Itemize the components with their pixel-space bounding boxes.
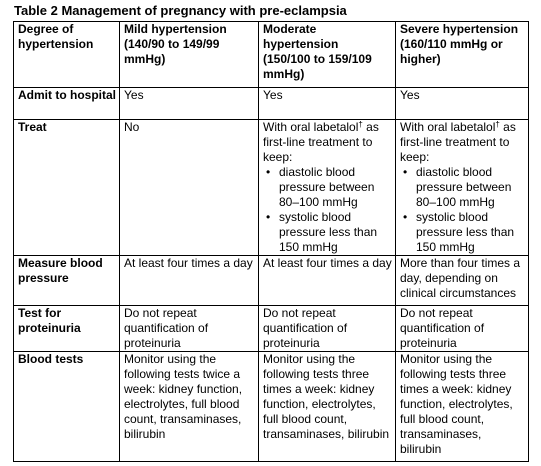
treat-bullets bbox=[400, 165, 525, 255]
table-row bbox=[14, 88, 529, 120]
header-degree: Degree of hypertension bbox=[14, 22, 120, 88]
cell-treat-moderate bbox=[259, 120, 396, 256]
cell-blood-severe: Monitor using the following tests three times a week: kidney function, electrolytes, full blood count, transaminases, bilirubin bbox=[396, 352, 529, 462]
cell-measure-moderate: At least four times a day bbox=[259, 256, 396, 306]
cell-treat-severe bbox=[396, 120, 529, 256]
treat-bullet-systolic: • systolic blood pressure less than 150 mmHg bbox=[263, 210, 392, 255]
cell-measure-mild: At least four times a day bbox=[120, 256, 259, 306]
cell-blood-moderate: Monitor using the following tests three times a week: kidney function, electrolytes, full blood count, transaminases, bilirubin bbox=[259, 352, 396, 462]
treat-bullets bbox=[263, 165, 392, 255]
cell-admit-mild: Yes bbox=[120, 88, 259, 120]
header-mild bbox=[120, 22, 259, 88]
header-mild-range: (140/90 to 149/99 mmHg) bbox=[124, 37, 220, 66]
cell-measure-severe: More than four times a day, depending on clinical circumstances bbox=[396, 256, 529, 306]
treat-bullet-diastolic: • diastolic blood pressure between 80–100 mmHg bbox=[400, 165, 525, 210]
cell-proteinuria-mild: Do not repeat quantification of proteinuria bbox=[120, 306, 259, 352]
table-row bbox=[14, 306, 529, 352]
cell-proteinuria-moderate: Do not repeat quantification of proteinuria bbox=[259, 306, 396, 352]
header-moderate-name: Moderate hypertension bbox=[263, 22, 339, 51]
header-mild-name: Mild hypertension bbox=[124, 22, 227, 36]
dagger-mark: † bbox=[358, 120, 363, 129]
header-moderate-range: (150/100 to 159/109 mmHg) bbox=[263, 52, 372, 81]
row-label-treat: Treat bbox=[14, 120, 120, 256]
table-title: Table 2 Management of pregnancy with pre-eclampsia bbox=[14, 3, 347, 18]
cell-admit-moderate: Yes bbox=[259, 88, 396, 120]
treat-bullet-systolic: • systolic blood pressure less than 150 mmHg bbox=[400, 210, 525, 255]
row-label-proteinuria: Test for proteinuria bbox=[14, 306, 120, 352]
table-row bbox=[14, 352, 529, 462]
row-label-admit: Admit to hospital bbox=[14, 88, 120, 120]
dagger-mark: † bbox=[495, 120, 500, 129]
table-row bbox=[14, 120, 529, 256]
table-row bbox=[14, 256, 529, 306]
header-moderate bbox=[259, 22, 396, 88]
cell-treat-mild: No bbox=[120, 120, 259, 256]
cell-proteinuria-severe: Do not repeat quantification of proteinuria bbox=[396, 306, 529, 352]
cell-blood-mild: Monitor using the following tests twice a week: kidney function, electrolytes, full blood count, transaminases, bilirubin bbox=[120, 352, 259, 462]
treat-intro: With oral labetalol† as first-line treatment to keep: bbox=[400, 120, 516, 164]
header-severe-name: Severe hypertension bbox=[400, 22, 519, 36]
row-label-blood: Blood tests bbox=[14, 352, 120, 462]
header-severe bbox=[396, 22, 529, 88]
header-severe-range: (160/110 mmHg or higher) bbox=[400, 37, 503, 66]
cell-admit-severe: Yes bbox=[396, 88, 529, 120]
row-label-measure: Measure blood pressure bbox=[14, 256, 120, 306]
header-row bbox=[14, 22, 529, 88]
treat-bullet-diastolic: • diastolic blood pressure between 80–100 mmHg bbox=[263, 165, 392, 210]
management-table bbox=[13, 21, 529, 462]
treat-intro: With oral labetalol† as first-line treatment to keep: bbox=[263, 120, 379, 164]
